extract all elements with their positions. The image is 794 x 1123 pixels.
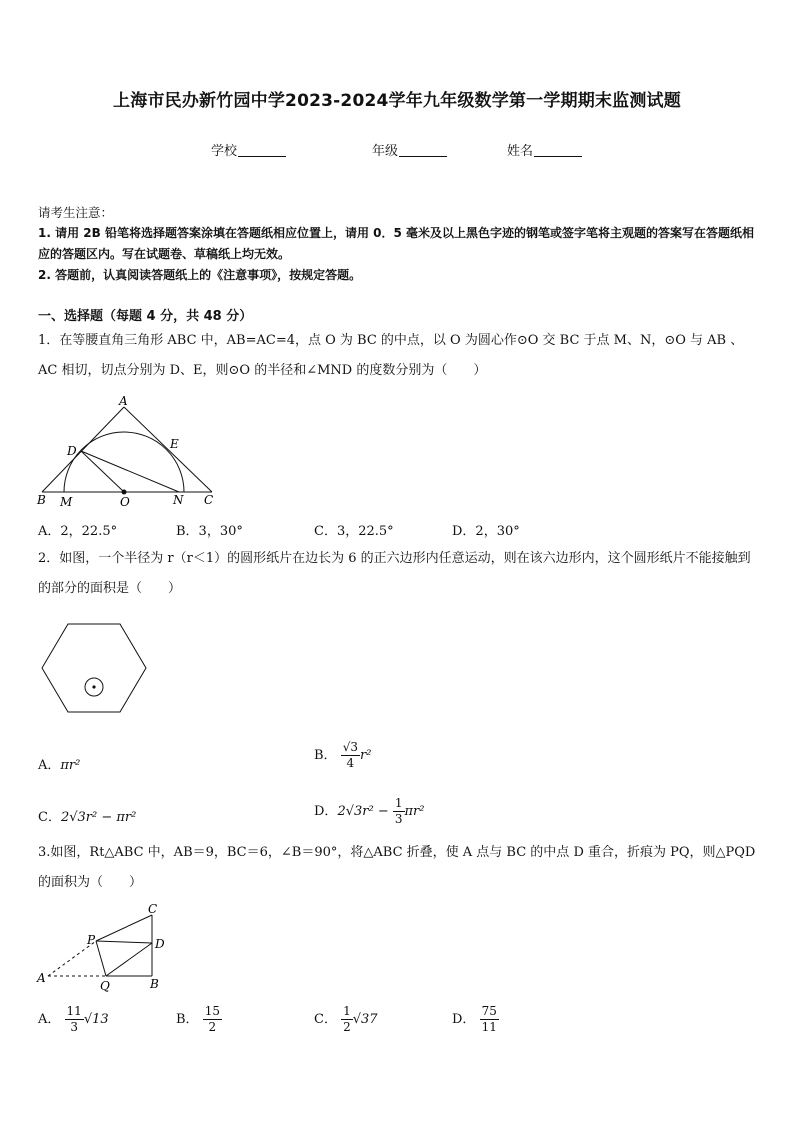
label-P: P [87,933,96,947]
label-Q: Q [100,979,110,993]
q1-option-d[interactable]: D．2，30° [452,524,520,539]
question-3-figure [34,900,174,996]
question-2-text: 2．如图，一个半径为 r（r＜1）的圆形纸片在边长为 6 的正六边形内任意运动，则在该六边形内，这个圆形纸片不能接触到的部分的面积是（ ） [38,551,751,596]
label-A: A [37,971,46,985]
q1-option-c[interactable]: C．3，22.5° [314,524,394,539]
question-1-text: 1．在等腰直角三角形 ABC 中，AB=AC=4，点 O 为 BC 的中点，以 O 为圆心作⊙O 交 BC 于点 M、N，⊙O 与 AB 、AC 相切，切点分别为 D、E，则⊙O 的半径和∠MND 的度数分别为（ ） [38,333,744,378]
page-title: 上海市民办新竹园中学2023-2024学年九年级数学第一学期期末监测试题 [113,91,681,111]
school-blank[interactable] [238,142,286,157]
school-label: 学校 [211,144,238,159]
label-C: C [204,493,214,507]
q3-option-d[interactable]: D． $\frac{75}{11}$ [452,1004,497,1034]
q1-option-b[interactable]: B．3，30° [176,524,243,539]
grade-field[interactable] [372,140,447,159]
question-1-figure [32,392,222,510]
grade-blank[interactable] [399,142,447,157]
notes-item-2: 2. 答题前，认真阅读答题纸上的《注意事项》，按规定答题。 [38,268,362,282]
q3-option-a[interactable]: A． $\frac{11}{3}$ √13 [38,1004,109,1034]
label-O: O [120,495,130,509]
notes-heading: 请考生注意： [38,205,114,220]
question-3-text: 3.如图，Rt△ABC 中，AB＝9，BC＝6，∠B＝90°，将△ABC 折叠，使 A 点与 BC 的中点 D 重合，折痕为 PQ，则△PQD 的面积为（ ） [38,845,756,890]
section-heading: 一、选择题（每题 4 分，共 48 分） [38,309,253,324]
q1-option-a[interactable]: A．2，22.5° [38,524,118,539]
label-D: D [67,444,77,458]
label-C: C [148,902,158,916]
name-blank[interactable] [534,142,582,157]
q2-option-d[interactable]: D．2√3r² − $\frac{1}{3}$ πr² [314,796,425,826]
label-B: B [150,977,159,991]
q2-option-a[interactable]: A．πr² [38,758,81,773]
q3-option-b[interactable]: B． $\frac{15}{2}$ [176,1004,220,1034]
q3-option-c[interactable]: C． $\frac{1}{2}$ √37 [314,1004,378,1034]
label-A: A [119,394,128,408]
grade-label: 年级 [372,144,399,159]
label-M: M [60,495,73,509]
label-E: E [170,437,179,451]
label-B: B [37,493,46,507]
label-D: D [155,937,165,951]
notes-item-1: 1. 请用 2B 铅笔将选择题答案涂填在答题纸相应位置上，请用 0．5 毫米及以上黑色字迹的钢笔或签字笔将主观题的答案写在答题纸相应的答题区内。写在试题卷、草稿纸上均无效。 [38,226,754,261]
q2-option-c[interactable]: C．2√3r² − πr² [38,810,137,825]
exam-notes [38,202,758,286]
question-2-figure [40,620,150,716]
school-field[interactable] [211,140,286,159]
label-N: N [173,493,184,507]
q2-option-b[interactable]: B． $\frac{√3}{4}$ r² [314,740,372,770]
name-label: 姓名 [507,144,534,159]
name-field[interactable] [507,140,582,159]
